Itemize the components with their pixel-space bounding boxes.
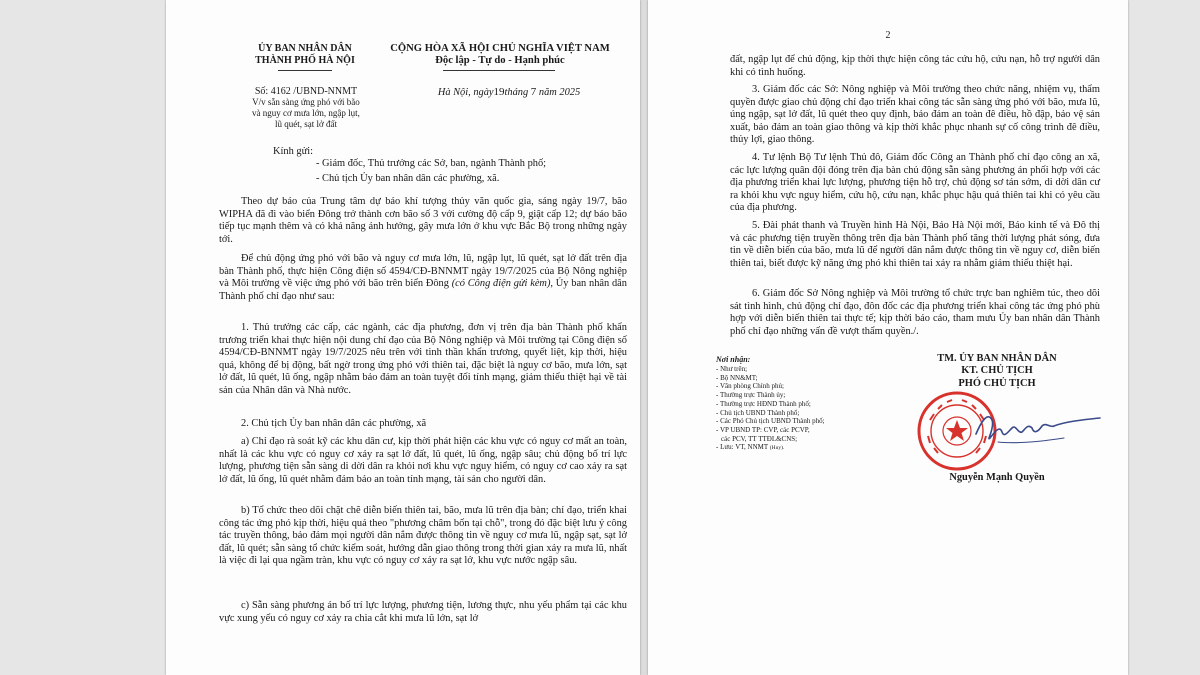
- document-subject: [216, 97, 396, 130]
- national-header: [380, 43, 620, 68]
- date-day: 19: [493, 86, 505, 98]
- recipients-title: Nơi nhận:: [716, 355, 751, 364]
- recipient-entry: - Thường trực Thành ủy;: [716, 391, 786, 400]
- item-1: 1. Thủ trưởng các cấp, các ngành, các địa phương, đơn vị trên địa bàn Thành phố khẩn trương triển khai thực hiện nội dung chỉ đạo của Bộ Nông nghiệp và Môi trường tại Công điện số 4594/CĐ-BNNMT ngày 19/7/2025 nêu trên với tinh thần khẩn trương, quyết liệt, kịp thời, hiệu quả, không để bị động, bất ngờ trong ứng phó với thiên tai, đặc biệt là nguy cơ bão, mưa lớn, sạt lở đất, lũ quét, lũ ống, ngập nhằm bảo đảm an toàn tuyệt đối tính mạng, giảm thiểu thiệt hại về tài sản của Nhân dân và Nhà nước.: [219, 322, 627, 396]
- recipient-entry: [716, 443, 886, 453]
- recipient-entry: các PCV, TT TTĐL&CNS;: [721, 434, 798, 443]
- greeting: Kính gửi:: [273, 146, 313, 157]
- para2-text: Để chủ động ứng phó với bão và nguy cơ mưa lớn, lũ, ngập lụt, lũ quét, sạt lở đất trên địa bàn Thành phố, thực hiện Công điện số 4594/CĐ-BNNMT ngày 19/7/2025 của Bộ Nông nghiệp và Môi trường về việc ứng phó với bão trên biển Đông: [219, 253, 627, 290]
- page-number: 2: [885, 30, 891, 41]
- item-5: 5. Đài phát thanh và Truyền hình Hà Nội, Báo Hà Nội mới, Báo kinh tế và Đô thị và các phương tiện truyền thông trên địa bàn Thành phố tăng thời lượng phát sóng, đưa tin về diễn biến của bão, mưa lũ để người dân nắm được thông tin về nguy cơ, diễn biến thiên tai, biết được kỹ năng ứng phó khi thiên tai xảy ra nhằm giảm thiểu thiệt hại.: [730, 220, 1100, 269]
- recipient-entry: - Thường trực HĐND Thành phố;: [716, 399, 811, 408]
- recipients-block: [716, 355, 886, 453]
- document-page-1: [166, 0, 640, 675]
- org-underline: [278, 70, 332, 71]
- document-number: Số: 4162 /UBND-NNMT: [254, 86, 358, 97]
- recipient-entry: - Chủ tịch UBND Thành phố;: [716, 408, 800, 417]
- signer-name: Nguyễn Mạnh Quyền: [949, 472, 1045, 483]
- archive-entry: - Lưu: VT, NNMT: [716, 443, 769, 452]
- subject-line: V/v sẵn sàng ứng phó với bão: [252, 97, 360, 107]
- recipient-item: - Giám đốc, Thủ trưởng các Sở, ban, ngành Thành phố;: [316, 158, 547, 169]
- item-4: 4. Tư lệnh Bộ Tư lệnh Thủ đô, Giám đốc Công an Thành phố chỉ đạo công an xã, các lực lượng quân đội đóng trên địa bàn chủ động sẵn sàng phương án phối hợp với các địa phương triển khai lực lượng, phương tiện hỗ trợ, chủ động sơ tán sớm, di dời dân cư ra khỏi khu vực nguy hiểm, cứu hộ, cứu nạn, khắc phục hậu quả thiên tai khi có yêu cầu của địa phương.: [730, 152, 1100, 214]
- archive-note: (Huy).: [769, 445, 785, 452]
- item-2: 2. Chủ tịch Ủy ban nhân dân các phường, xã: [241, 418, 427, 429]
- seal-star: [946, 420, 968, 441]
- subject-line: và nguy cơ mưa lớn, ngập lụt,: [252, 108, 360, 118]
- sign-line-1: TM. ỦY BAN NHÂN DÂN: [937, 353, 1057, 364]
- nation-line-2: Độc lập - Tự do - Hạnh phúc: [435, 55, 565, 66]
- recipient-entry: - VP UBND TP: CVP, các PCVP,: [716, 425, 810, 434]
- motto-underline: [443, 70, 555, 71]
- para2-italic: (có Công điện gửi kèm): [451, 278, 551, 290]
- document-page-2: [648, 0, 1128, 675]
- issuing-org: [210, 43, 400, 67]
- signature-stroke: [976, 417, 1100, 439]
- date-mid: tháng: [504, 87, 529, 98]
- date-suffix: năm 2025: [538, 87, 581, 98]
- sign-line-3: PHÓ CHỦ TỊCH: [958, 377, 1036, 389]
- document-date: [398, 86, 620, 99]
- recipient-entry: - Bộ NN&MT;: [716, 373, 758, 382]
- handwritten-signature: [968, 398, 1108, 458]
- date-month: 7: [530, 86, 537, 98]
- nation-line-1: CỘNG HÒA XÃ HỘI CHỦ NGHĨA VIỆT NAM: [390, 43, 610, 54]
- recipient-entry: - Các Phó Chủ tịch UBND Thành phố;: [716, 417, 825, 426]
- org-line-2: THÀNH PHỐ HÀ NỘI: [255, 55, 355, 66]
- recipient-list: [316, 158, 616, 186]
- para2-text-end: , Ủy ban nhân dân Thành phố chỉ đạo như sau:: [219, 278, 627, 302]
- item-2c: c) Sẵn sàng phương án bố trí lực lượng, phương tiện, lương thực, nhu yếu phẩm tại các khu vực xung yếu có nguy cơ xảy ra chia cắt khi mưa lũ lớn, sạt lở: [219, 600, 627, 624]
- recipient-entry: - Văn phòng Chính phủ;: [716, 382, 784, 391]
- subject-line: lũ quét, sạt lở đất: [275, 119, 337, 129]
- signature-title: [910, 353, 1084, 390]
- right-margin: [1128, 0, 1200, 675]
- sign-line-2: KT. CHỦ TỊCH: [961, 365, 1033, 377]
- item-2a: a) Chỉ đạo rà soát kỹ các khu dân cư, kịp thời phát hiện các khu vực có nguy cơ mất an toàn, nhất là các khu vực có nguy cơ xảy ra sạt lở đất, lũ quét, lũ ống, ngập sâu; chủ động bố trí lực lượng, phương tiện sẵn sàng di dời dân ra khỏi nơi khu vực nguy hiểm, có nguy cơ cao xảy ra sạt lở đất, lũ ống, lũ quét nhằm đảm bảo an toàn tính mạng, tài sản cho người dân.: [219, 436, 627, 485]
- directive-paragraph: [219, 253, 627, 303]
- recipient-item: - Chủ tịch Ủy ban nhân dân các phường, xã.: [316, 173, 500, 185]
- date-prefix: Hà Nội, ngày: [437, 87, 494, 98]
- left-margin: [0, 0, 166, 675]
- signature-underline: [998, 438, 1064, 443]
- recipient-entry: - Như trên;: [716, 365, 748, 373]
- org-line-1: ỦY BAN NHÂN DÂN: [258, 43, 352, 54]
- continued-paragraph: đất, ngập lụt để chủ động, kịp thời thực hiện công tác cứu hộ, cứu nạn, hỗ trợ người dân khi có tình huống.: [730, 54, 1100, 78]
- item-6: 6. Giám đốc Sở Nông nghiệp và Môi trường tổ chức trực ban nghiêm túc, theo dõi sát tình hình, chủ động chỉ đạo, đôn đốc các địa phương triển khai công tác ứng phó phù hợp với diễn biến thiên tai thực tế; kịp thời báo cáo, tham mưu Ủy ban nhân dân Thành phố chỉ đạo những vấn đề vượt thẩm quyền./.: [730, 288, 1100, 337]
- item-2b: b) Tổ chức theo dõi chặt chẽ diễn biến thiên tai, bão, mưa lũ trên địa bàn; chỉ đạo, triển khai công tác ứng phó kịp thời, hiệu quả theo "phương châm bốn tại chỗ", trong đó đặc biệt lưu ý công tác truyền thông, bảo đảm mọi người dân nắm được thông tin về nguy cơ mưa lũ, ngập sạt, sạt lở đất, lũ quét; sẵn sàng tổ chức kiểm soát, hướng dẫn giao thông trong thời gian xảy ra mưa lũ, nhất là việc đi lại qua ngầm tràn, khu vực có nguy cơ xảy ra sạt lở, khu vực nước ngập sâu.: [219, 505, 627, 567]
- item-3: 3. Giám đốc các Sở: Nông nghiệp và Môi trường theo chức năng, nhiệm vụ, thẩm quyền được giao chủ động chỉ đạo triển khai công tác sẵn sàng ứng phó với bão, mưa lũ, úng ngập, sạt lở đất, lũ quét theo quy định, bảo đảm an toàn đê điều, hồ đập, bảo vệ sản xuất, bảo đảm an toàn giao thông và kịp thời khắc phục nhanh sự cố công trình đê điều, thủy lợi, giao thông.: [730, 84, 1100, 146]
- intro-paragraph: Theo dự báo của Trung tâm dự báo khí tượng thủy văn quốc gia, sáng ngày 19/7, bão WIPHA đã đi vào biển Đông trở thành cơn bão số 3 với cường độ cấp 9, giật cấp 12; dự báo bão tiếp tục mạnh thêm và có khả năng ảnh hưởng, gây mưa lớn ở khu vực Bắc Bộ trong những ngày tới.: [219, 196, 627, 245]
